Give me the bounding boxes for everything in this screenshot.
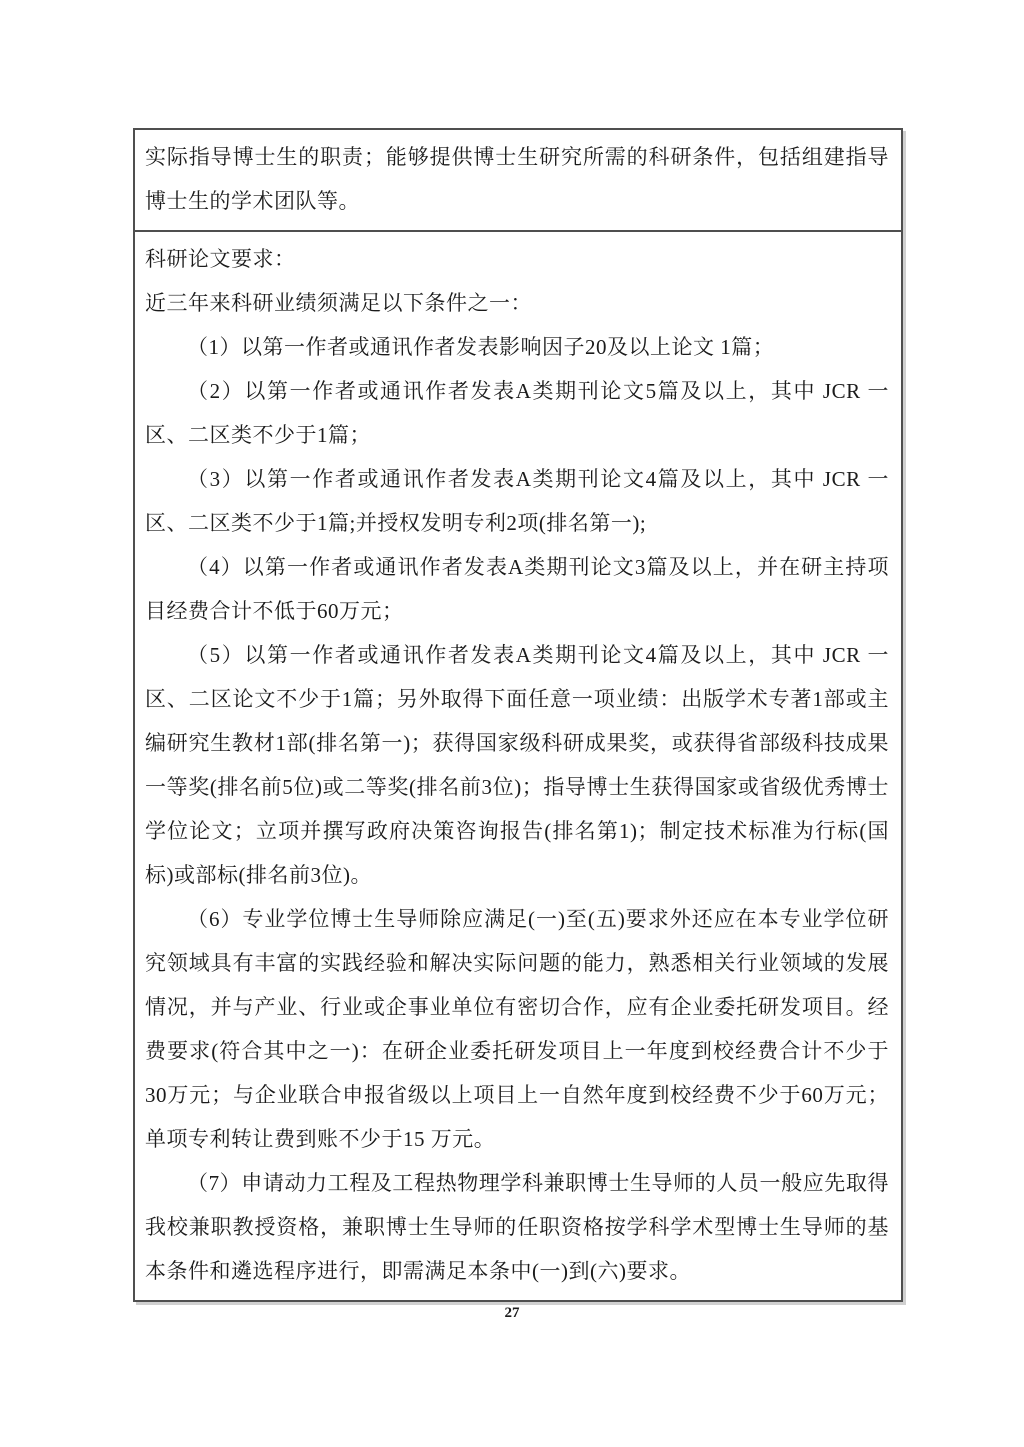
table-cell-supervision-duties [135,130,901,232]
requirement-item-1: （1）以第一作者或通讯作者发表影响因子20及以上论文 1篇； [187,335,775,359]
requirement-item-6: （6）专业学位博士生导师除应满足(一)至(五)要求外还应在本专业学位研究领域具有丰富的实践经验和解决实际问题的能力，熟悉相关行业领域的发展情况，并与产业、行业或企事业单位有密切合作，应有企业委托研发项目。经费要求(符合其中之一)：在研企业委托研发项目上一年度到校经费合计不少于30万元；与企业联合申报省级以上项目上一自然年度到校经费不少于60万元；单项专利转让费到账不少于15 万元。 [145,907,889,1151]
requirement-item-4: （4）以第一作者或通讯作者发表A类期刊论文3篇及以上，并在研主持项目经费合计不低于60万元； [145,555,889,623]
table-cell-research-paper-requirements [135,232,901,1300]
supervision-duties-text: 实际指导博士生的职责；能够提供博士生研究所需的科研条件，包括组建指导博士生的学术团队等。 [145,145,889,213]
requirement-item-3: （3）以第一作者或通讯作者发表A类期刊论文4篇及以上，其中 JCR 一区、二区类不少于1篇;并授权发明专利2项(排名第一); [145,467,889,535]
research-requirements-intro: 近三年来科研业绩须满足以下条件之一： [145,291,532,315]
requirement-item-5: （5）以第一作者或通讯作者发表A类期刊论文4篇及以上，其中 JCR 一区、二区论文不少于1篇；另外取得下面任意一项业绩：出版学术专著1部或主编研究生教材1部(排名第一)；获得国家级科研成果奖，或获得省部级科技成果一等奖(排名前5位)或二等奖(排名前3位)；指导博士生获得国家或省级优秀博士学位论文；立项并撰写政府决策咨询报告(排名第1)；制定技术标准为行标(国标)或部标(排名前3位)。 [145,643,889,887]
requirement-item-2: （2）以第一作者或通讯作者发表A类期刊论文5篇及以上，其中 JCR 一区、二区类不少于1篇； [145,379,889,447]
page-number: 27 [504,1305,520,1321]
requirement-item-7: （7）申请动力工程及工程热物理学科兼职博士生导师的人员一般应先取得我校兼职教授资格，兼职博士生导师的任职资格按学科学术型博士生导师的基本条件和遴选程序进行，即需满足本条中(一)到(六)要求。 [145,1171,889,1283]
requirements-table [133,128,903,1302]
research-requirements-heading: 科研论文要求： [145,247,296,271]
